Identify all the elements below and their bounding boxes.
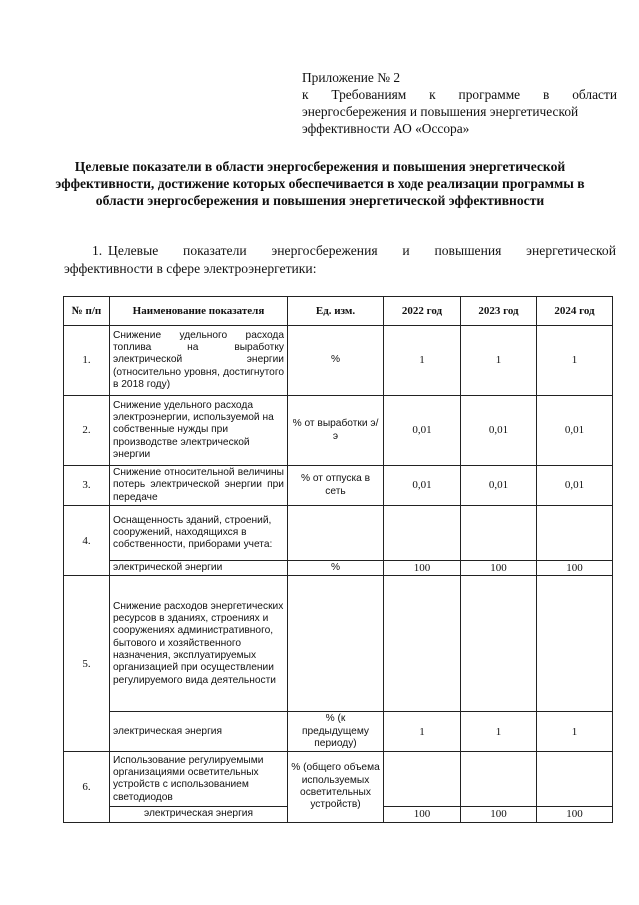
value-2022: 1 bbox=[384, 712, 461, 752]
table-row bbox=[64, 326, 613, 396]
section-paragraph bbox=[64, 242, 616, 278]
value-2022: 0,01 bbox=[384, 396, 461, 466]
table-subrow bbox=[64, 712, 613, 752]
row-number: 6. bbox=[64, 752, 110, 822]
value-2024: 100 bbox=[537, 807, 613, 822]
value-2023: 100 bbox=[461, 561, 537, 576]
section-text-line-1: Целевые показатели энергосбережения и повышения энергетической bbox=[108, 243, 616, 258]
value-2022: 100 bbox=[384, 561, 461, 576]
subrow-name: электрической энергии bbox=[110, 561, 288, 576]
appendix-line-4: эффективности АО «Оссора» bbox=[302, 121, 470, 136]
header-num: № п/п bbox=[64, 297, 110, 326]
subrow-unit: % (к предыдущему периоду) bbox=[288, 712, 384, 752]
table-row bbox=[64, 752, 613, 807]
table-row bbox=[64, 396, 613, 466]
value-2024: 0,01 bbox=[537, 396, 613, 466]
row-name: Снижение относительной величины потерь электрической энергии при передаче bbox=[110, 466, 288, 506]
empty-cell bbox=[461, 506, 537, 561]
appendix-line-3: энергосбережения и повышения энергетической bbox=[302, 104, 579, 119]
row-unit: % bbox=[288, 326, 384, 396]
section-number: 1. bbox=[92, 243, 103, 258]
subrow-unit: % bbox=[288, 561, 384, 576]
empty-cell bbox=[537, 506, 613, 561]
empty-cell bbox=[384, 506, 461, 561]
row-number: 4. bbox=[64, 506, 110, 576]
row-name: Снижение расходов энергетических ресурсов в зданиях, строениях и сооружениях административного, бытового и хозяйственного назначения, эксплуатируемых организацией при осуществлении регулируемого вида деятельности bbox=[110, 576, 288, 712]
table-row bbox=[64, 466, 613, 506]
row-number: 5. bbox=[64, 576, 110, 752]
table-header-row bbox=[64, 297, 613, 326]
row-number: 2. bbox=[64, 396, 110, 466]
row-unit: % от выработки э/э bbox=[288, 396, 384, 466]
table-row bbox=[64, 506, 613, 561]
value-2023: 1 bbox=[461, 712, 537, 752]
header-2024: 2024 год bbox=[537, 297, 613, 326]
value-2023: 100 bbox=[461, 807, 537, 822]
document-title: Целевые показатели в области энергосбережения и повышения энергетической эффективности, достижение которых обеспечивается в ходе реализации программы в области энергосбережения и повышения энергетической эффективности bbox=[55, 159, 585, 208]
row-name: Снижение удельного расхода топлива на выработку электрической энергии (относительно уровня, достигнутого в 2018 году) bbox=[110, 326, 288, 396]
value-2022: 100 bbox=[384, 807, 461, 822]
value-2022: 0,01 bbox=[384, 466, 461, 506]
empty-cell bbox=[537, 752, 613, 807]
empty-cell bbox=[384, 576, 461, 712]
row-name: Снижение удельного расхода электроэнергии, используемой на собственные нужды при производстве электрической энергии bbox=[110, 396, 288, 466]
empty-cell bbox=[288, 506, 384, 561]
row-number: 1. bbox=[64, 326, 110, 396]
value-2023: 1 bbox=[461, 326, 537, 396]
value-2023: 0,01 bbox=[461, 396, 537, 466]
value-2022: 1 bbox=[384, 326, 461, 396]
empty-cell bbox=[384, 752, 461, 807]
value-2023: 0,01 bbox=[461, 466, 537, 506]
indicators-table bbox=[63, 296, 613, 823]
empty-cell bbox=[537, 576, 613, 712]
header-2023: 2023 год bbox=[461, 297, 537, 326]
value-2024: 100 bbox=[537, 561, 613, 576]
header-2022: 2022 год bbox=[384, 297, 461, 326]
table-row bbox=[64, 576, 613, 712]
appendix-line-2: к Требованиям к программе в области bbox=[302, 87, 617, 102]
appendix-block bbox=[302, 69, 617, 137]
row-unit: % (общего объема используемых осветительных устройств) bbox=[288, 752, 384, 822]
header-unit: Ед. изм. bbox=[288, 297, 384, 326]
subrow-name: электрическая энергия bbox=[110, 712, 288, 752]
value-2024: 1 bbox=[537, 712, 613, 752]
subrow-name: электрическая энергия bbox=[110, 807, 288, 822]
row-number: 3. bbox=[64, 466, 110, 506]
row-name: Использование регулируемыми организациями осветительных устройств с использованием светодиодов bbox=[110, 752, 288, 807]
value-2024: 0,01 bbox=[537, 466, 613, 506]
empty-cell bbox=[461, 576, 537, 712]
row-name: Оснащенность зданий, строений, сооружений, находящихся в собственности, приборами учета: bbox=[110, 506, 288, 561]
section-text-line-2: эффективности в сфере электроэнергетики: bbox=[64, 261, 317, 276]
appendix-number: Приложение № 2 bbox=[302, 70, 401, 85]
row-unit: % от отпуска в сеть bbox=[288, 466, 384, 506]
header-name: Наименование показателя bbox=[110, 297, 288, 326]
empty-cell bbox=[288, 576, 384, 712]
empty-cell bbox=[461, 752, 537, 807]
table-subrow bbox=[64, 561, 613, 576]
value-2024: 1 bbox=[537, 326, 613, 396]
